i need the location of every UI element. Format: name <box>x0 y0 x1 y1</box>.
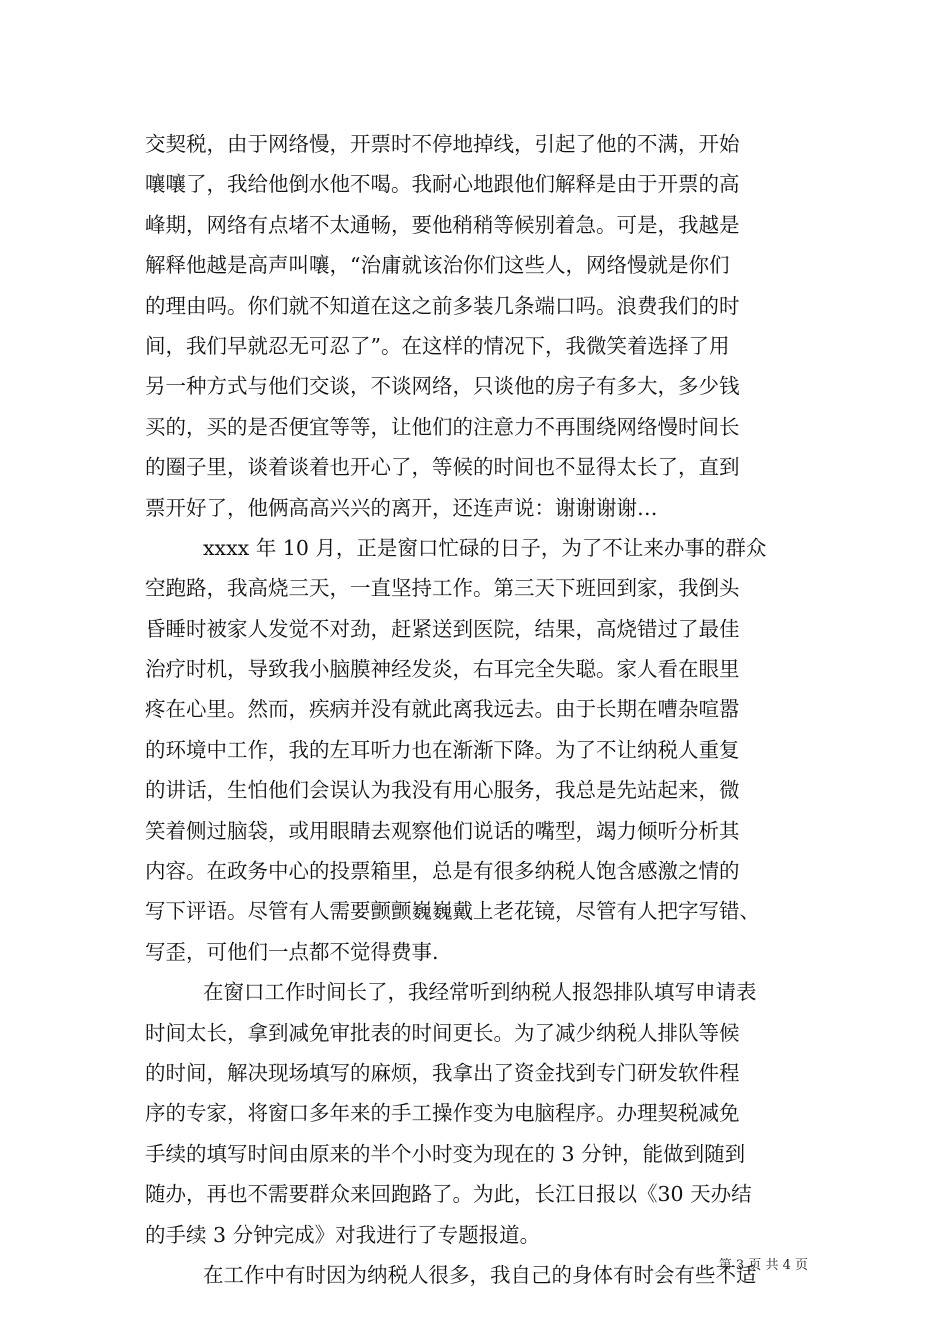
text-line: 笑着侧过脑袋，或用眼睛去观察他们说话的嘴型，竭力倾听分析其 <box>145 818 740 843</box>
text-line: 空跑路，我高烧三天，一直坚持工作。第三天下班回到家，我倒头 <box>145 576 740 601</box>
text-line: 写歪，可他们一点都不觉得费事. <box>145 939 439 964</box>
text-line: 间，我们早就忍无可忍了”。在这样的情况下，我微笑着选择了用 <box>145 333 730 358</box>
text-line: 的环境中工作，我的左耳听力也在渐渐下降。为了不让纳税人重复 <box>145 737 740 762</box>
paragraph-3 <box>145 972 810 1255</box>
text-line: 解释他越是高声叫嚷，“治庸就该治你们这些人，网络慢就是你们 <box>145 253 730 278</box>
text-line: xxxx 年 10 月，正是窗口忙碌的日子，为了不让来办事的群众 <box>203 535 767 560</box>
text-line: 交契税，由于网络慢，开票时不停地掉线，引起了他的不满，开始 <box>145 132 740 156</box>
text-line: 在工作中有时因为纳税人很多，我自己的身体有时会有些不适 <box>203 1262 757 1287</box>
text-line: 票开好了，他俩高高兴兴的离开，还连声说：谢谢谢谢… <box>145 495 658 520</box>
text-line: 治疗时机，导致我小脑膜神经发炎，右耳完全失聪。家人看在眼里 <box>145 657 740 682</box>
text-line: 另一种方式与他们交谈，不谈网络，只谈他的房子有多大，多少钱 <box>145 374 740 399</box>
text-line: 序的专家，将窗口多年来的手工操作变为电脑程序。办理契税减免 <box>145 1101 740 1126</box>
paragraph-2 <box>145 528 810 972</box>
text-line: 买的，买的是否便宜等等，让他们的注意力不再围绕网络慢时间长 <box>145 414 740 439</box>
text-line: 的理由吗。你们就不知道在这之前多装几条端口吗。浪费我们的时 <box>145 293 740 318</box>
text-line: 峰期，网络有点堵不太通畅，要他稍稍等候别着急。可是，我越是 <box>145 212 740 237</box>
paragraph-1 <box>145 124 810 528</box>
page-number-footer: 第 3 页 共 4 页 <box>718 1258 808 1273</box>
text-line: 随办，再也不需要群众来回跑路了。为此，长江日报以《30 天办结 <box>145 1182 752 1207</box>
text-line: 昏睡时被家人发觉不对劲，赶紧送到医院，结果，高烧错过了最佳 <box>145 616 740 641</box>
text-line: 的圈子里，谈着谈着也开心了，等候的时间也不显得太长了，直到 <box>145 455 740 480</box>
text-line: 写下评语。尽管有人需要颤颤巍巍戴上老花镜，尽管有人把字写错、 <box>145 899 760 924</box>
text-line: 的手续 3 分钟完成》对我进行了专题报道。 <box>145 1222 541 1247</box>
text-line: 的时间，解决现场填写的麻烦，我拿出了资金找到专门研发软件程 <box>145 1060 740 1085</box>
text-line: 嚷嚷了，我给他倒水他不喝。我耐心地跟他们解释是由于开票的高 <box>145 172 740 197</box>
text-line: 时间太长，拿到减免审批表的时间更长。为了减少纳税人排队等候 <box>145 1020 740 1045</box>
text-line: 手续的填写时间由原来的半个小时变为现在的 3 分钟，能做到随到 <box>145 1141 746 1166</box>
text-line: 内容。在政务中心的投票箱里，总是有很多纳税人饱含感激之情的 <box>145 859 740 884</box>
text-line: 在窗口工作时间长了，我经常听到纳税人报怨排队填写申请表 <box>203 980 757 1005</box>
text-line: 疼在心里。然而，疾病并没有就此离我远去。由于长期在嘈杂喧嚣 <box>145 697 740 722</box>
text-line: 的讲话，生怕他们会误认为我没有用心服务，我总是先站起来，微 <box>145 778 740 803</box>
document-body <box>145 124 810 1295</box>
